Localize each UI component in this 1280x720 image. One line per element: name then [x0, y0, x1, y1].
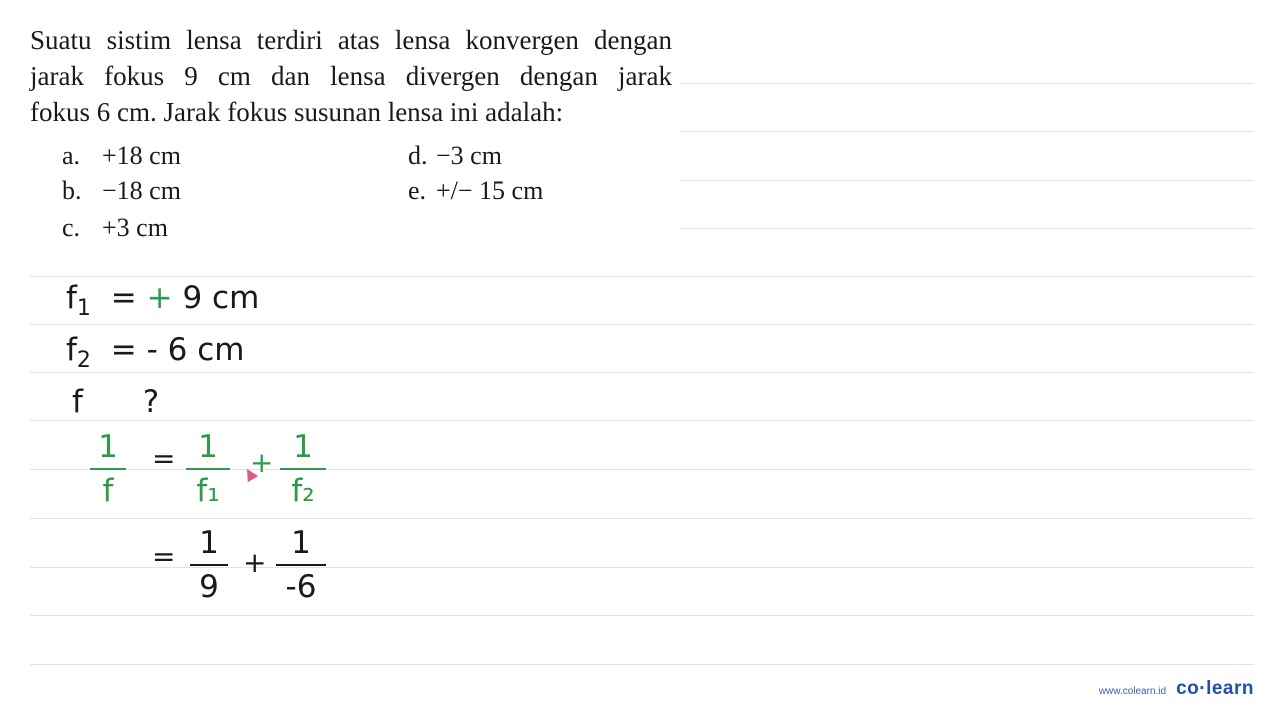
question-line: jarak fokus 9 cm dan lensa divergen dengan jarak: [30, 61, 672, 91]
denominator: -6: [285, 569, 317, 605]
brand-url: www.colearn.id: [1098, 686, 1167, 697]
fraction-1-over-9: [190, 526, 228, 604]
plus-sign: +: [243, 546, 267, 579]
ruled-line: [680, 131, 1254, 132]
f1-label: f: [66, 280, 77, 316]
ruled-line: [30, 420, 1254, 421]
option-key: a.: [62, 141, 81, 170]
f2-value: - 6 cm: [146, 332, 245, 368]
question-text: [30, 22, 672, 130]
ruled-line: [30, 518, 1254, 519]
fraction-bar: [276, 564, 326, 566]
option-b: [62, 173, 181, 209]
ruled-line: [30, 324, 1254, 325]
fraction-1-over-f: [90, 430, 126, 508]
option-text: +/− 15 cm: [436, 176, 544, 205]
option-c: [62, 210, 168, 246]
numerator: 1: [199, 525, 219, 561]
f2-label: f: [66, 332, 77, 368]
ruled-line: [30, 276, 1254, 277]
fraction-1-over-neg6: [276, 526, 326, 604]
denominator: 9: [199, 569, 219, 605]
denominator: f₁: [196, 473, 220, 509]
option-text: +3 cm: [102, 213, 168, 242]
numerator: 1: [293, 429, 313, 465]
denominator: f: [102, 473, 114, 509]
option-d: [408, 138, 502, 174]
ruled-line: [30, 664, 1254, 665]
equals-sign: =: [110, 332, 137, 368]
plus-sign: +: [250, 446, 274, 479]
brand-logo: co·learn: [1176, 678, 1254, 699]
equals-sign: =: [110, 280, 137, 316]
numerator: 1: [198, 429, 218, 465]
f1-value: 9 cm: [182, 280, 260, 316]
fraction-bar: [90, 468, 126, 470]
f1-line: [66, 280, 259, 321]
option-key: c.: [62, 213, 81, 242]
fraction-bar: [186, 468, 230, 470]
ruled-line: [30, 615, 1254, 616]
fraction-1-over-f2: [280, 430, 326, 508]
f-unknown-line: [72, 384, 159, 420]
question-line: fokus 6 cm. Jarak fokus susunan lensa ini adalah:: [30, 97, 564, 127]
question-mark: ?: [142, 384, 160, 420]
option-text: −3 cm: [436, 141, 502, 170]
f1-subscript: 1: [76, 296, 91, 322]
equals-sign: =: [152, 442, 176, 475]
ruled-line: [680, 228, 1254, 229]
f2-line: [66, 332, 244, 373]
f2-subscript: 2: [76, 348, 91, 374]
fraction-bar: [190, 564, 228, 566]
ruled-line: [680, 83, 1254, 84]
option-key: d.: [408, 141, 428, 170]
option-key: e.: [408, 176, 427, 205]
option-key: b.: [62, 176, 82, 205]
option-a: [62, 138, 181, 174]
option-text: −18 cm: [102, 176, 181, 205]
option-e: [408, 173, 543, 209]
fraction-1-over-f1: [186, 430, 230, 508]
fraction-bar: [280, 468, 326, 470]
denominator: f₂: [291, 473, 315, 509]
numerator: 1: [291, 525, 311, 561]
option-text: +18 cm: [102, 141, 181, 170]
equals-sign: =: [152, 540, 176, 573]
numerator: 1: [98, 429, 118, 465]
f-label: f: [72, 384, 83, 420]
brand-watermark: [1099, 678, 1254, 700]
question-line: Suatu sistim lensa terdiri atas lensa konvergen dengan: [30, 25, 672, 55]
ruled-line: [680, 180, 1254, 181]
plus-sign: +: [146, 280, 173, 316]
